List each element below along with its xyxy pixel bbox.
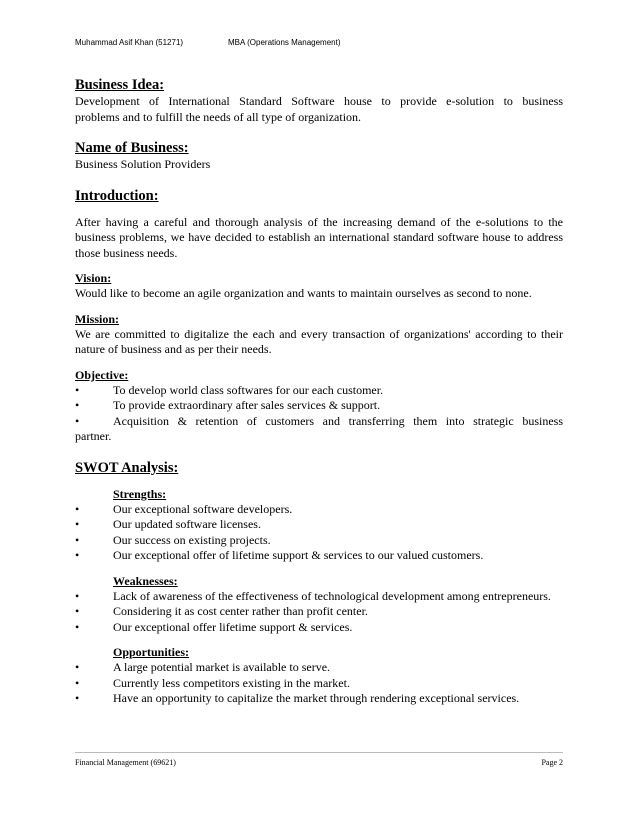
opportunities-heading-wrap <box>75 645 563 660</box>
strengths-heading: Strengths: <box>113 486 167 501</box>
section-swot <box>75 459 563 707</box>
objective-item-text: Acquisition & retention of customers and transferring them into strategic business <box>113 413 563 428</box>
business-idea-heading: Business Idea: <box>75 77 165 93</box>
opportunities-item <box>75 676 563 692</box>
footer-course: Financial Management (69621) <box>75 758 176 767</box>
strengths-item-text: Our exceptional offer of lifetime support & services to our valued customers. <box>113 548 484 562</box>
weaknesses-item-text: Considering it as cost center rather than profit center. <box>113 604 368 618</box>
bullet-icon: • <box>75 532 80 547</box>
footer-page-number: Page 2 <box>541 758 563 767</box>
weaknesses-item-text: Our exceptional offer lifetime support & services. <box>113 619 353 634</box>
vision-heading: Vision: <box>75 271 112 285</box>
bullet-icon: • <box>75 382 80 397</box>
weaknesses-heading: Weaknesses: <box>113 573 178 588</box>
bullet-icon: • <box>75 548 80 562</box>
weaknesses-item <box>75 620 563 636</box>
section-introduction <box>75 187 563 262</box>
document-body <box>75 76 563 707</box>
bullet-icon: • <box>75 501 80 516</box>
objective-item-text: To develop world class softwares for our each customer. <box>113 382 384 397</box>
strengths-item-text: Our exceptional software developers. <box>113 501 293 516</box>
introduction-text: After having a careful and thorough analysis of the increasing demand of the e-solutions to the business problems, we have decided to establish an international standard software house to address those business needs. <box>75 214 563 260</box>
bullet-icon: • <box>75 675 80 690</box>
objective-item-text: To provide extraordinary after sales services & support. <box>113 398 381 412</box>
objective-heading: Objective: <box>75 367 129 382</box>
bullet-icon: • <box>75 413 80 428</box>
section-objective <box>75 368 563 445</box>
section-vision <box>75 271 563 302</box>
header-program: MBA (Operations Management) <box>228 38 341 47</box>
mission-heading: Mission: <box>75 311 120 326</box>
introduction-heading: Introduction: <box>75 187 159 204</box>
weaknesses-item <box>75 604 563 620</box>
strengths-item <box>75 548 563 564</box>
bullet-icon: • <box>75 588 80 603</box>
strengths-item-text: Our updated software licenses. <box>113 517 261 531</box>
section-name-of-business <box>75 139 563 173</box>
mission-text: We are committed to digitalize the each and every transaction of organizations' according to their nature of business and as per their needs. <box>75 326 563 356</box>
weaknesses-heading-wrap <box>75 574 563 589</box>
footer-divider <box>75 752 563 753</box>
strengths-item <box>75 502 563 518</box>
bullet-icon: • <box>75 691 80 705</box>
vision-text: Would like to become an agile organization and wants to maintain ourselves as second to none. <box>75 286 532 300</box>
name-of-business-heading: Name of Business: <box>75 140 189 156</box>
section-mission <box>75 312 563 358</box>
business-idea-text-line2: problems and to fulfill the needs of all type of organization. <box>75 109 362 124</box>
name-of-business-text: Business Solution Providers <box>75 157 211 171</box>
objective-item-continuation: partner. <box>75 429 112 443</box>
strengths-heading-wrap <box>75 487 563 502</box>
opportunities-item-text: Currently less competitors existing in the market. <box>113 675 350 690</box>
bullet-icon: • <box>75 517 80 531</box>
bullet-icon: • <box>75 604 80 618</box>
opportunities-item <box>75 660 563 676</box>
strengths-item <box>75 533 563 549</box>
business-idea-text-line1: Development of International Standard Software house to provide e-solution to business <box>75 94 563 108</box>
opportunities-item-text: A large potential market is available to serve. <box>113 660 331 674</box>
weaknesses-item <box>75 589 563 605</box>
header-author: Muhammad Asif Khan (51271) <box>75 38 184 47</box>
opportunities-heading: Opportunities: <box>113 645 190 659</box>
bullet-icon: • <box>75 660 80 674</box>
objective-item <box>75 383 563 399</box>
bullet-icon: • <box>75 398 80 412</box>
objective-item <box>75 414 563 430</box>
strengths-item <box>75 517 563 533</box>
section-business-idea <box>75 76 563 125</box>
bullet-icon: • <box>75 619 80 634</box>
strengths-item-text: Our success on existing projects. <box>113 532 271 547</box>
opportunities-item-text: Have an opportunity to capitalize the market through rendering exceptional services. <box>113 691 520 705</box>
weaknesses-item-text: Lack of awareness of the effectiveness of technological development among entrepreneurs. <box>113 588 551 603</box>
opportunities-item <box>75 691 563 707</box>
objective-item <box>75 398 563 414</box>
swot-heading: SWOT Analysis: <box>75 459 179 476</box>
